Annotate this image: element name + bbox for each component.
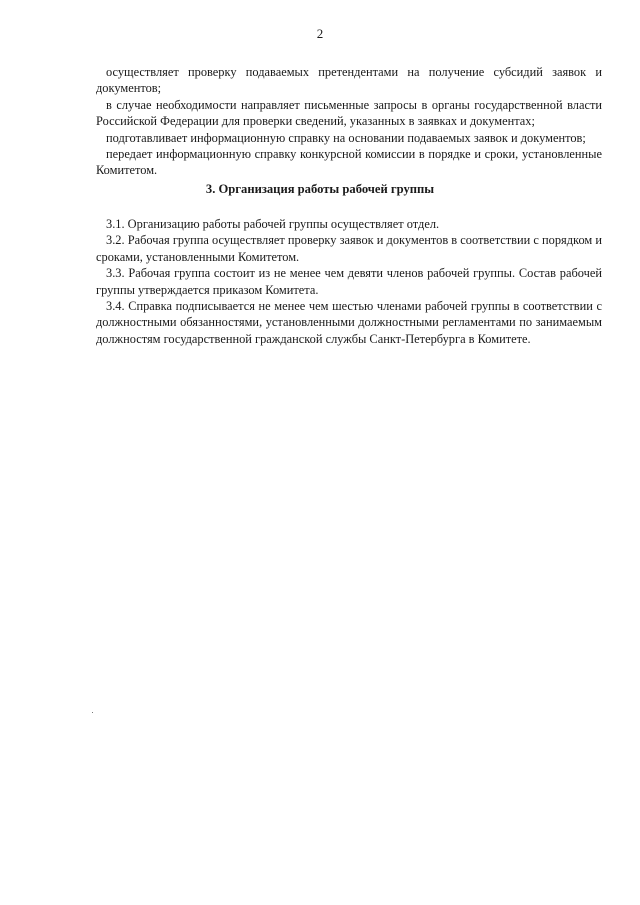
paragraph: 3.2. Рабочая группа осуществляет проверку заявок и документов в соответствии с порядком и сроками, установленными Комитетом. (96, 233, 602, 264)
paragraph: осуществляет проверку подаваемых претендентами на получение субсидий заявок и документов; (96, 65, 602, 96)
page-number: 2 (316, 26, 324, 41)
paragraph: 3.1. Организацию работы рабочей группы осуществляет отдел. (106, 217, 440, 231)
paragraph: 3.3. Рабочая группа состоит из не менее чем девяти членов рабочей группы. Состав рабочей группы утверждается приказом Комитета. (96, 266, 602, 297)
scan-speck (92, 712, 93, 713)
section-3-body (96, 216, 602, 347)
section-heading: 3. Организация работы рабочей группы (205, 182, 435, 196)
paragraph: передает информационную справку конкурсной комиссии в порядке и сроки, установленные Комитетом. (96, 147, 602, 178)
paragraph: в случае необходимости направляет письменные запросы в органы государственной власти Российской Федерации для проверки сведений, указанных в заявках и документах; (96, 97, 602, 129)
paragraph: подготавливает информационную справку на основании подаваемых заявок и документов; (106, 130, 586, 145)
paragraph: 3.4. Справка подписывается не менее чем шестью членами рабочей группы в соответствии с должностными обязанностями, установленными должностными регламентами по занимаемым должностям государственной гражданской службы Санкт-Петербурга в Комитете. (96, 299, 602, 346)
section-1-continuation (96, 64, 602, 179)
